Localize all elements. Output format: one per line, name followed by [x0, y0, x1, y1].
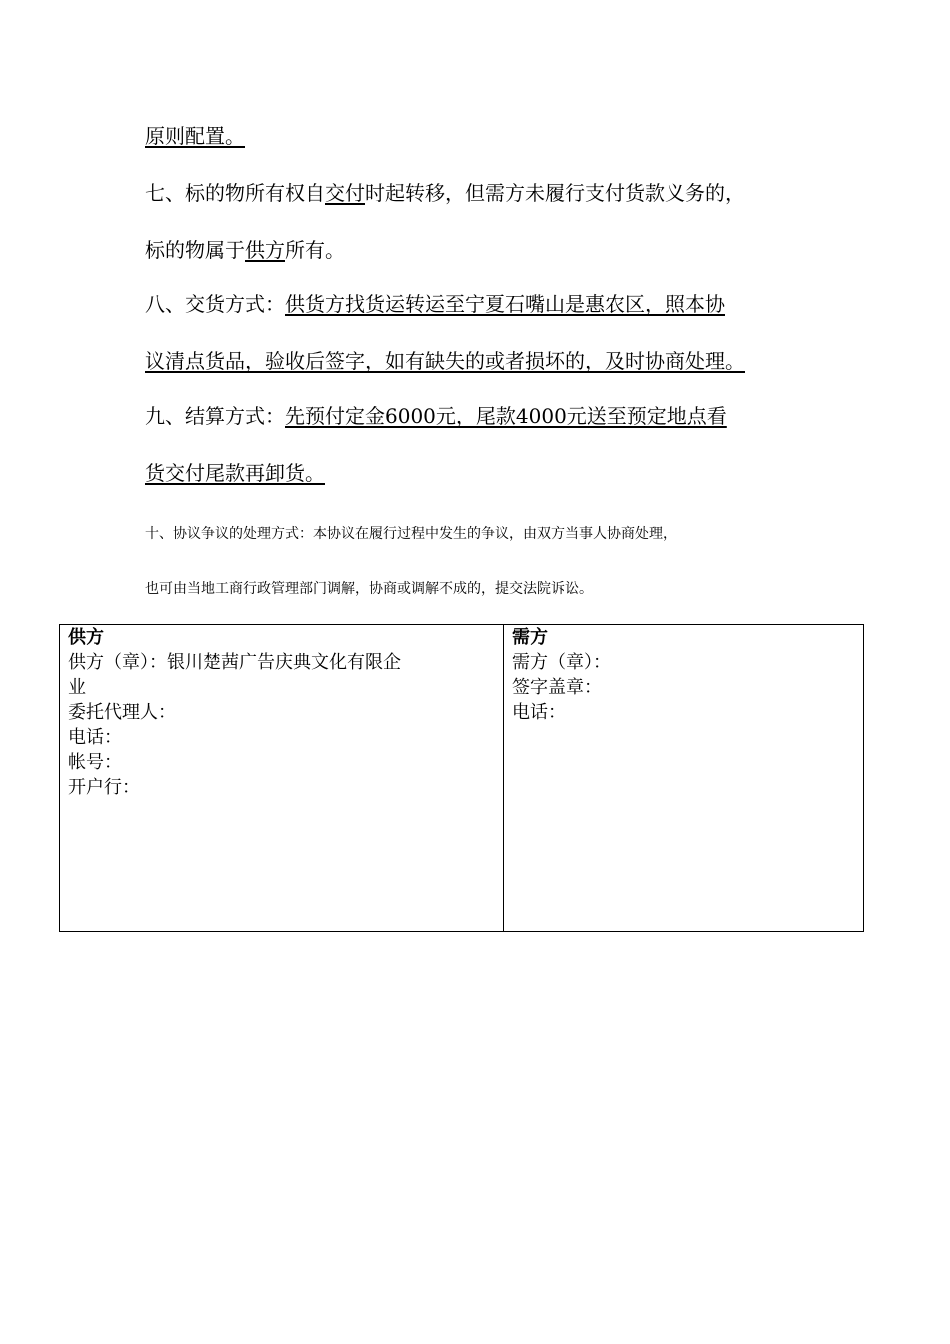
underlined-text: 供货方找货运转运至宁夏石嘴山是惠农区，照本协: [285, 292, 725, 316]
clause-9-line-2: [145, 461, 325, 485]
clause-text: 七、标的物所有权自: [145, 181, 325, 205]
clause-text: 所有。: [285, 238, 345, 262]
supplier-bank-line: 开户行：: [68, 777, 140, 798]
clause-line-1: [145, 124, 245, 148]
underlined-text: 交付: [325, 181, 365, 205]
clause-10-line-1: [145, 525, 677, 543]
supplier-seal-line: 供方（章）：银川楚茜广告庆典文化有限企: [68, 652, 401, 673]
buyer-signature-line: 签字盖章：: [512, 677, 602, 698]
buyer-phone-line: 电话：: [512, 702, 566, 723]
underlined-text: 先预付定金6000元，尾款4000元送至预定地点看: [285, 404, 727, 428]
underlined-text: 供方: [245, 238, 285, 262]
clause-text: 九、结算方式：: [145, 404, 285, 428]
clause-text: 标的物属于: [145, 238, 245, 262]
supplier-account-line: 帐号：: [68, 752, 122, 773]
clause-text: 时起转移，但需方未履行支付货款义务的，: [365, 181, 745, 205]
supplier-cell: [60, 625, 504, 932]
supplier-seal-line-wrap: 业: [68, 677, 86, 698]
supplier-agent-line: 委托代理人：: [68, 702, 176, 723]
clause-7-line-2: [145, 238, 345, 262]
clause-text: 十、协议争议的处理方式：本协议在履行过程中发生的争议，由双方当事人协商处理，: [145, 526, 677, 542]
clause-9-line-1: [145, 404, 727, 428]
clause-text: 八、交货方式：: [145, 292, 285, 316]
underlined-text: 货交付尾款再卸货。: [145, 461, 325, 485]
clause-8-line-1: [145, 292, 725, 316]
buyer-cell: [504, 625, 864, 932]
signature-table: [59, 624, 864, 932]
underlined-text: 原则配置。: [145, 124, 245, 148]
clause-8-line-2: [145, 349, 745, 373]
underlined-text: 议清点货品，验收后签字，如有缺失的或者损坏的，及时协商处理。: [145, 349, 745, 373]
clause-text: 也可由当地工商行政管理部门调解，协商或调解不成的，提交法院诉讼。: [145, 581, 593, 597]
buyer-seal-line: 需方（章）：: [512, 652, 611, 673]
supplier-phone-line: 电话：: [68, 727, 122, 748]
supplier-title: 供方: [68, 627, 104, 648]
clause-10-line-2: [145, 580, 593, 598]
buyer-title: 需方: [512, 627, 548, 648]
clause-7-line-1: [145, 181, 745, 205]
